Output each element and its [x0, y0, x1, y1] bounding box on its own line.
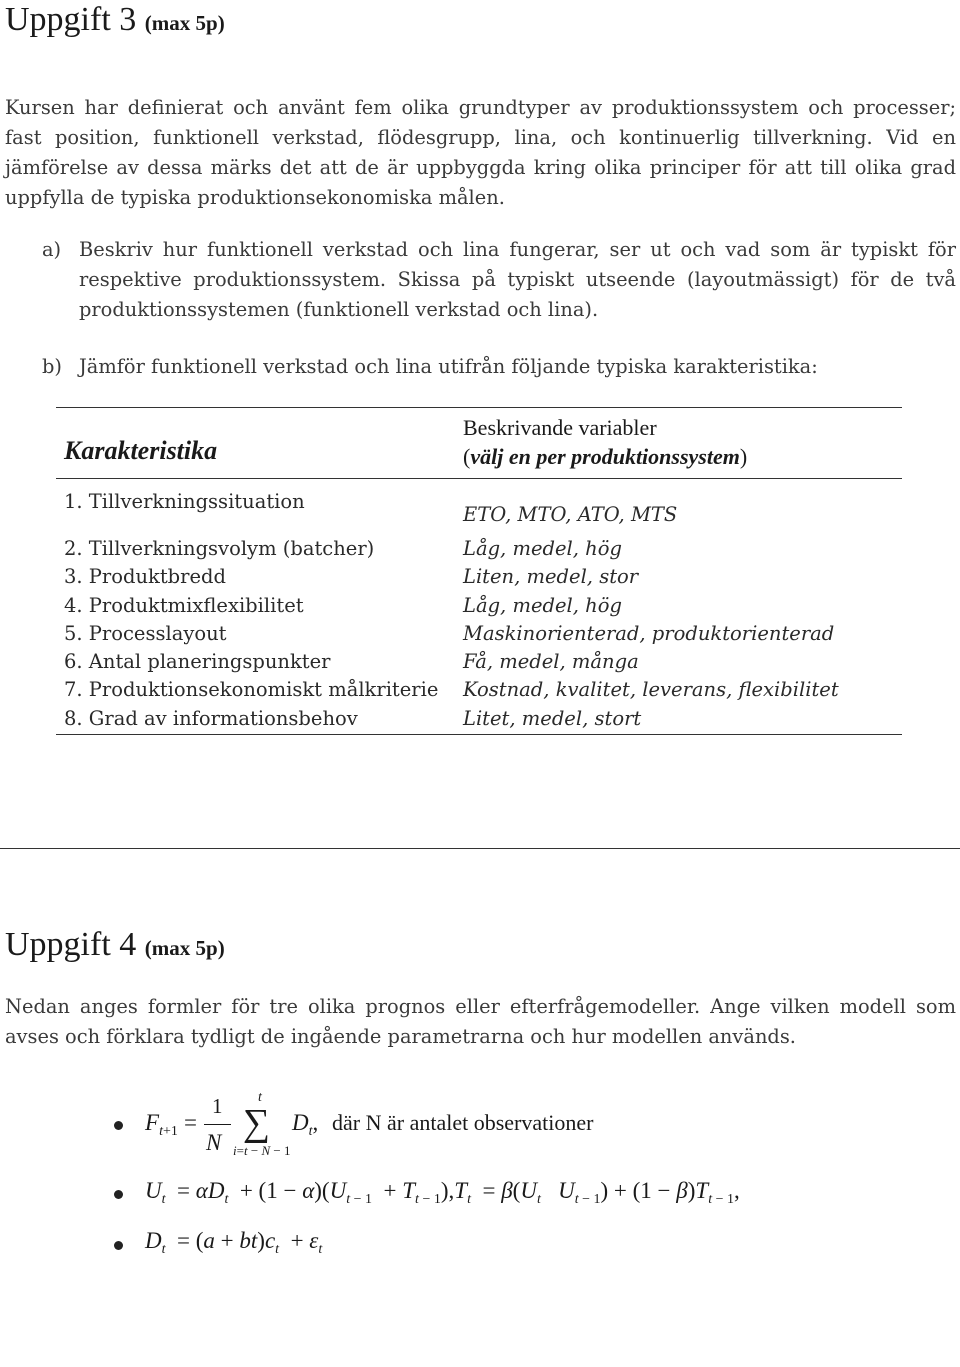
table-row-label: 7. Produktionsekonomiskt målkriterie: [64, 678, 439, 701]
table-row-value: Liten, medel, stor: [463, 565, 639, 588]
task3-b-marker: b): [42, 355, 62, 378]
table-row-value: Maskinorienterad, produktorienterad: [463, 622, 835, 645]
table-row-label: 2. Tillverkningsvolym (batcher): [64, 537, 375, 560]
task4-intro: Nedan anges formler för tre olika prognos eller efterfrågemodeller. Ange vilken modell som avses och förklara tydligt de ingående parametrarna och hur modellen används.: [5, 995, 956, 1048]
task4-heading: [5, 925, 225, 968]
task4-points: (max 5p): [144, 936, 225, 960]
bullet-icon: [114, 1241, 123, 1250]
table-row-label: 4. Produktmixflexibilitet: [64, 594, 304, 617]
table-row-label: 6. Antal planeringspunkter: [64, 650, 331, 673]
table-row-value: Låg, medel, hög: [463, 594, 622, 617]
table-header-rule: [56, 478, 902, 479]
section-divider: [0, 848, 960, 849]
bullet-icon: [114, 1121, 123, 1130]
table-row-value: Kostnad, kvalitet, leverans, flexibilitet: [463, 678, 839, 701]
task3-title: Uppgift 3: [5, 1, 137, 38]
task3-b-text: Jämför funktionell verkstad och lina utifrån följande typiska karakteristika:: [79, 355, 818, 378]
table-row-value: Låg, medel, hög: [463, 537, 622, 560]
formula1-note: där N är antalet observationer: [332, 1110, 594, 1135]
formula-exponential-smoothing-trend: $U_t = \alpha D_t + (1 - \alpha)(U_{t - 1} + T_{t - 1}),T_t = \beta(U_t$ $U_{t - 1}) + (1 - \beta)T_{t - 1}$,: [145, 1178, 740, 1207]
task3-a-text: Beskriv hur funktionell verkstad och lina fungerar, ser ut och vad som är typiskt för respektive produktionssystem. Skissa på typiskt utseende (layoutmässigt) för de två produktionssystemen (funktionell verkstad och lina).: [79, 238, 956, 321]
table-header-variables-note-text: välj en per produktionssystem: [470, 444, 740, 469]
table-header-variables-note: (välj en per produktionssystem): [463, 444, 748, 469]
table-header-variables: Beskrivande variabler: [463, 415, 657, 440]
table-row-label: 8. Grad av informationsbehov: [64, 707, 358, 730]
table-bottom-rule: [56, 734, 902, 735]
task4-title: Uppgift 4: [5, 926, 137, 963]
table-row-label: 3. Produktbredd: [64, 565, 226, 588]
table-top-rule: [56, 407, 902, 408]
task3-points: (max 5p): [144, 11, 225, 35]
table-row-label: 5. Processlayout: [64, 622, 227, 645]
table-row-label: 1. Tillverkningssituation: [64, 490, 305, 513]
formula-seasonal-model: $D_t = (a + bt)c_t + \varepsilon_t$: [145, 1228, 323, 1257]
table-row-value: ETO, MTO, ATO, MTS: [463, 503, 678, 526]
bullet-icon: [114, 1190, 123, 1199]
task3-intro: Kursen har definierat och använt fem olika grundtyper av produktionssystem och processer; fast position, funktionell verkstad, flödesgrupp, lina, och kontinuerlig tillverkning. Vid en jämförelse av dessa märks det att de är uppbyggda kring olika principer för att till olika grad uppfylla de typiska produktionsekonomiska målen.: [5, 96, 956, 209]
table-row-value: Få, medel, många: [463, 650, 639, 673]
table-header-characteristics: Karakteristika: [64, 436, 218, 465]
table-row-value: Litet, medel, stort: [463, 707, 642, 730]
task3-heading: [5, 0, 225, 43]
task3-a-marker: a): [42, 238, 62, 261]
